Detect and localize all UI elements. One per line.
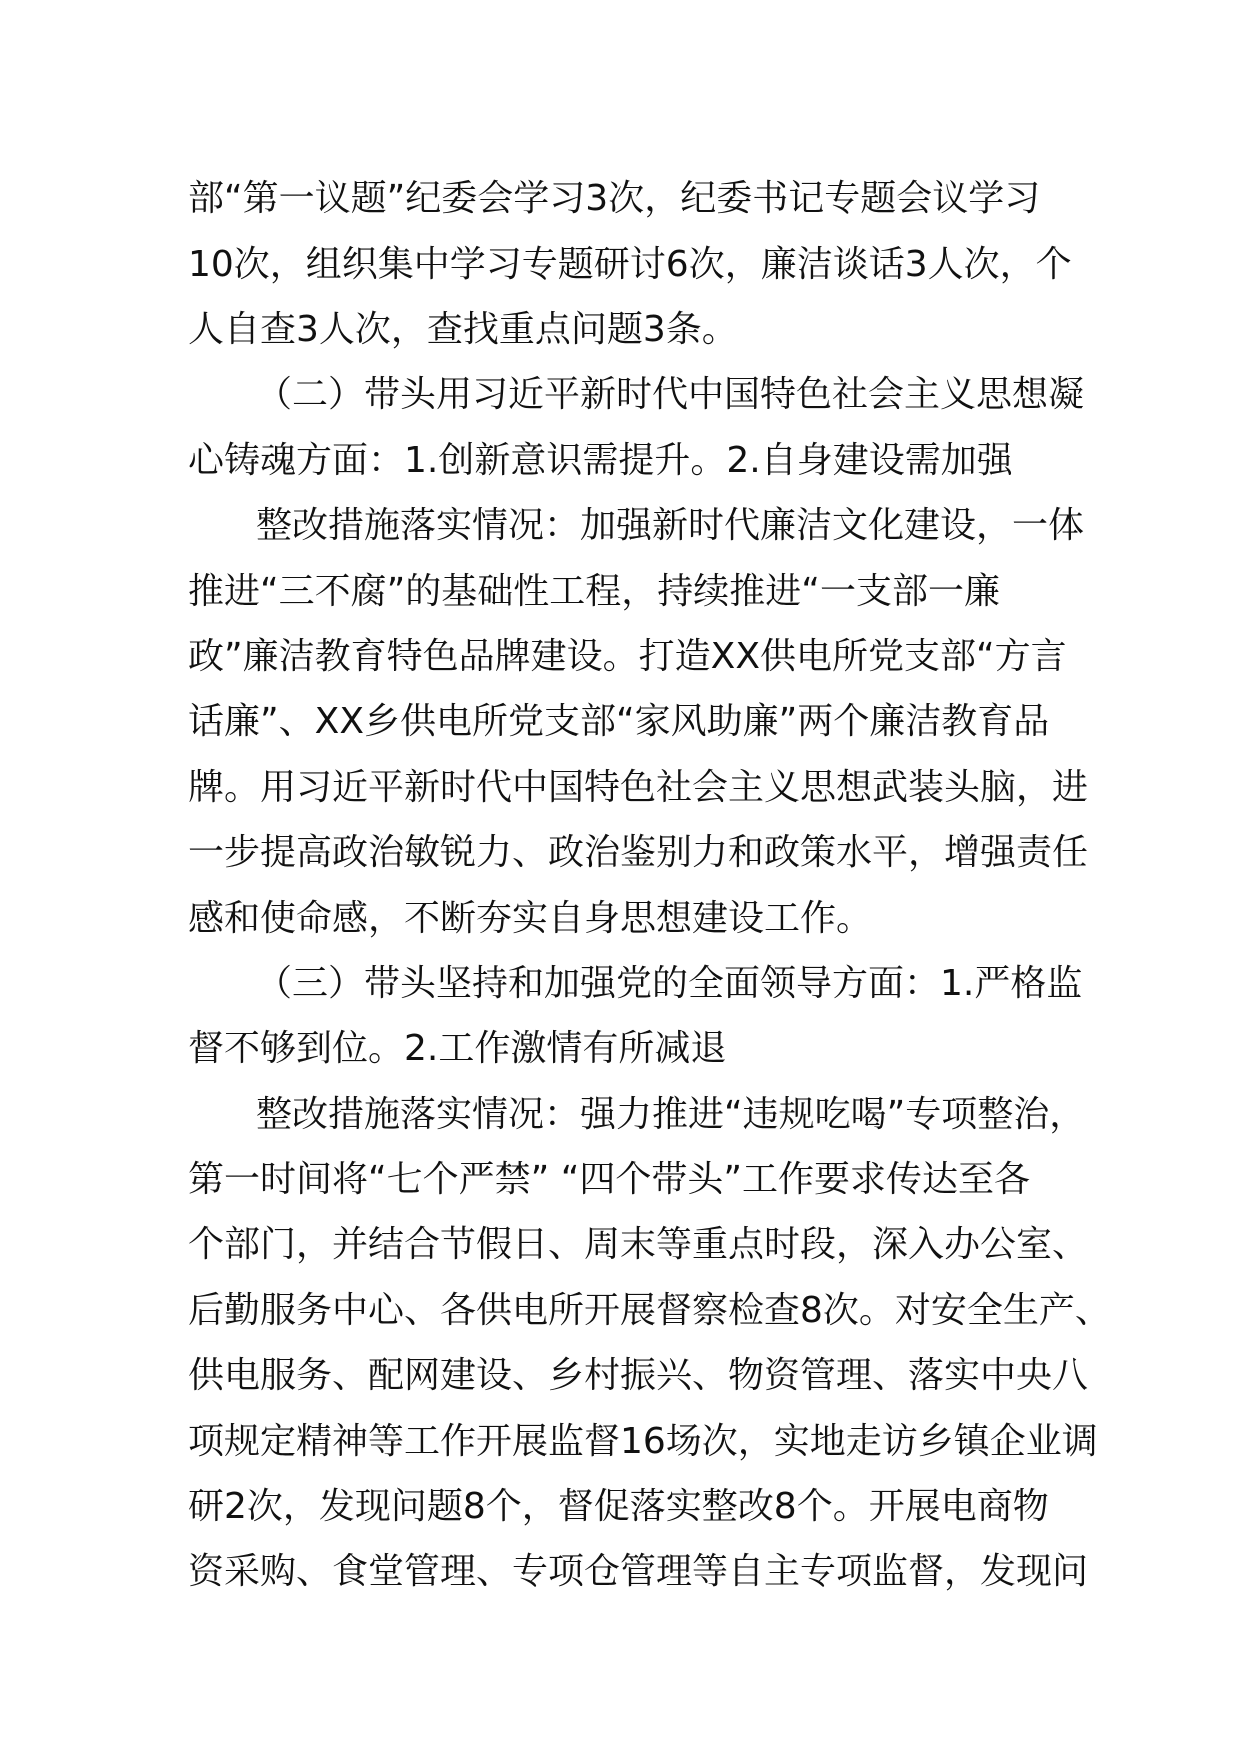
- text-line: 10次，组织集中学习专题研讨6次，廉洁谈话3人次，个: [188, 244, 1072, 285]
- text-line: 研2次，发现问题8个，督促落实整改8个。开展电商物: [188, 1486, 1049, 1527]
- text-line: 个部门，并结合节假日、周末等重点时段，深入办公室、: [188, 1224, 1089, 1265]
- text-line: 资采购、食堂管理、专项仓管理等自主专项监督，发现问: [188, 1551, 1089, 1592]
- section-heading-line: （三）带头坚持和加强党的全面领导方面：1.严格监: [256, 963, 1083, 1004]
- text-line: 政”廉洁教育特色品牌建设。打造XX供电所党支部“方言: [188, 636, 1067, 677]
- text-line: 一步提高政治敏锐力、政治鉴别力和政策水平，增强责任: [188, 832, 1089, 873]
- section-heading-line: 心铸魂方面：1.创新意识需提升。2.自身建设需加强: [188, 440, 1013, 481]
- text-line: 感和使命感，不断夯实自身思想建设工作。: [188, 898, 873, 939]
- text-line: 后勤服务中心、各供电所开展督察检查8次。对安全生产、: [188, 1290, 1111, 1331]
- text-line: 人自查3人次，查找重点问题3条。: [188, 309, 738, 350]
- text-line: 供电服务、配网建设、乡村振兴、物资管理、落实中央八: [188, 1355, 1089, 1396]
- section-heading-line: （二）带头用习近平新时代中国特色社会主义思想凝: [256, 374, 1085, 415]
- text-line: 话廉”、XX乡供电所党支部“家风助廉”两个廉洁教育品: [188, 701, 1050, 742]
- text-line: 部“第一议题”纪委会学习3次，纪委书记专题会议学习: [188, 178, 1041, 219]
- text-line: 整改措施落实情况：加强新时代廉洁文化建设，一体: [256, 505, 1085, 546]
- text-line: 整改措施落实情况：强力推进“违规吃喝”专项整治，: [256, 1094, 1086, 1135]
- text-line: 牌。用习近平新时代中国特色社会主义思想武装头脑，进: [188, 767, 1089, 808]
- text-line: 推进“三不腐”的基础性工程，持续推进“一支部一廉: [188, 571, 1000, 612]
- text-line: 第一时间将“七个严禁” “四个带头”工作要求传达至各: [188, 1159, 1031, 1200]
- section-heading-line: 督不够到位。2.工作激情有所减退: [188, 1028, 727, 1069]
- text-line: 项规定精神等工作开展监督16场次，实地走访乡镇企业调: [188, 1421, 1098, 1462]
